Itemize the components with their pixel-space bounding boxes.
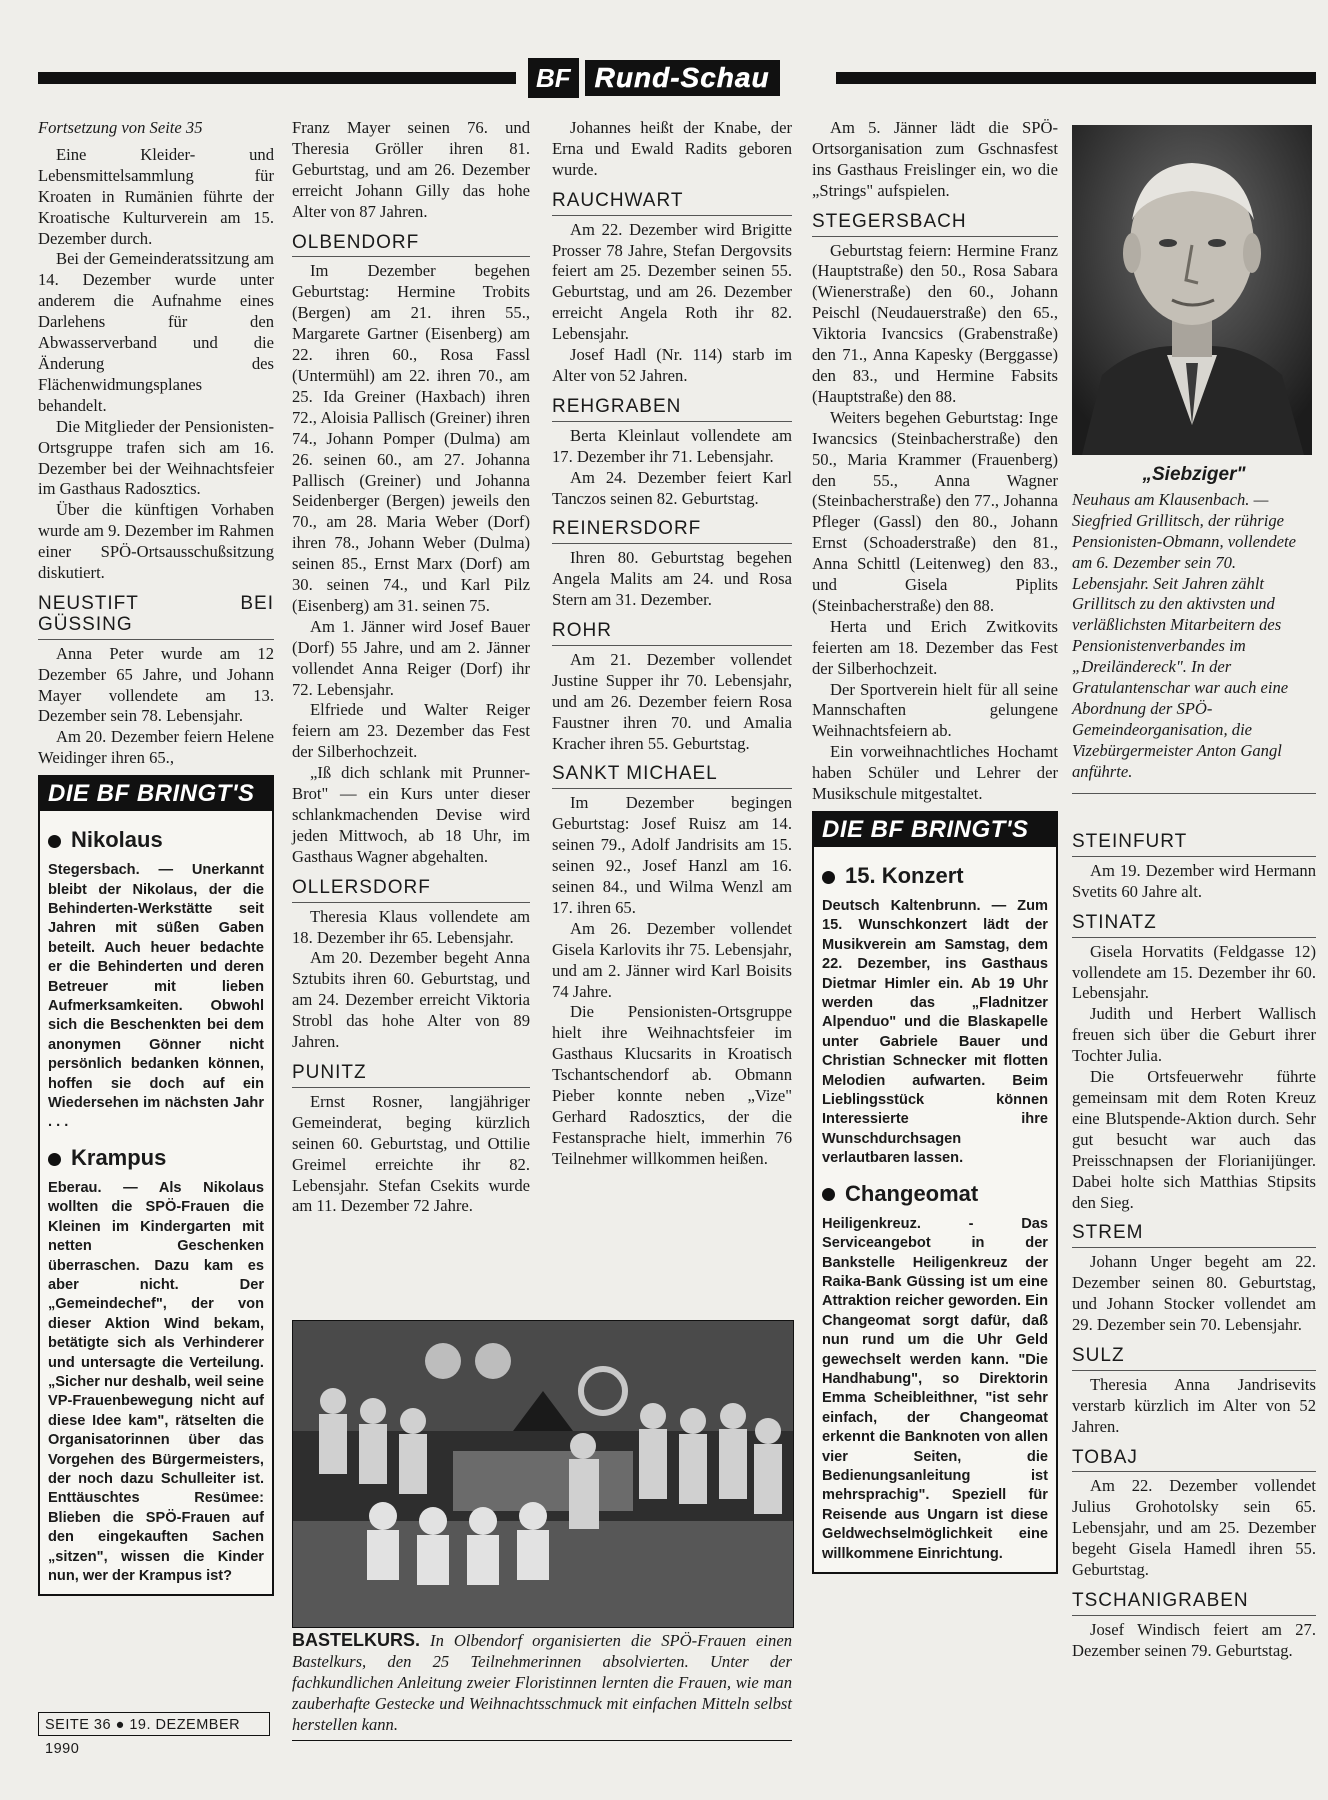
location-heading: OLLERSDORF (292, 878, 530, 903)
article-paragraph: Am 21. Dezember vollendet Justine Supper ihr 70. Lebensjahr, und am 26. Dezember feiern Rosa Faustner ihren 70. und Amalia Kracher ihren 55. Geburtstag. (552, 649, 792, 753)
caption-title: BASTELKURS. (292, 1630, 421, 1650)
header-rule-left (38, 72, 516, 84)
box-paragraph: Stegersbach. — Unerkannt bleibt der Nikolaus, der die Behinderten-Werkstätte seit Jahren mit süßen Gaben beteilt. Auch heuer bedachte er die Behinderten und deren Betreuer mit lieben Aufmerksamkeiten. Obwohl sich die Beschenkten bei dem anonymen Gönner nicht persönlich bedanken können, hoffen sie doch auf ein Wiedersehen im nächsten Jahr . . . (48, 862, 264, 1131)
article-paragraph: Franz Mayer seinen 76. und Theresia Gröller ihren 81. Geburtstag, und am 26. Dezember erreicht Johann Gilly das hohe Alter von 87 Jahren. (292, 118, 530, 221)
article-paragraph: Ein vorweihnachtliches Hochamt haben Schüler und Lehrer der Musikschule mitgestaltet. (812, 742, 1058, 804)
column-4 (812, 118, 1058, 1574)
article-paragraph: Anna Peter wurde am 12 Dezember 65 Jahre, und Johann Mayer vollendete am 13. Dezember sein 78. Lebensjahr. (38, 643, 274, 726)
article-paragraph: Johann Unger begeht am 22. Dezember seinen 80. Geburtstag, und Johann Stocker vollendet am 29. Dezember sein 70. Lebensjahr. (1072, 1252, 1316, 1335)
location-heading: PUNITZ (292, 1063, 530, 1088)
article-paragraph: Elfriede und Walter Reiger feiern am 23. Dezember das Fest der Silberhochzeit. (292, 700, 530, 762)
location-heading: TOBAJ (1072, 1448, 1316, 1473)
location-heading: STEINFURT (1072, 832, 1316, 857)
article-paragraph: Am 19. Dezember wird Hermann Svetits 60 Jahre alt. (1072, 860, 1316, 901)
article-paragraph: Am 20. Dezember begeht Anna Sztubits ihren 60. Geburtstag, und am 24. Dezember erreicht Viktoria Strobl das hohe Alter von 89 Jahren. (292, 948, 530, 1052)
article-paragraph: Der Sportverein hielt für all seine Mannschaften gelungene Weihnachtsfeiern ab. (812, 679, 1058, 741)
article-paragraph: Theresia Anna Jandrisevits verstarb kürzlich im Alter von 52 Jahren. (1072, 1374, 1316, 1436)
article-paragraph: Geburtstag feiern: Hermine Franz (Hauptstraße) den 50., Rosa Sabara (Wienerstraße) den 60., Johann Peischl (Neudauerstraße) den 65., Viktoria Ivancsics (Grabenstraße) den 71., Anna Kapesky (Berggasse) den 83., und Hermine Fabsits (Hauptstraße) den 88. (812, 240, 1058, 406)
bullet-icon (48, 1153, 61, 1166)
location-heading: ROHR (552, 621, 792, 646)
continuation-note: Fortsetzung von Seite 35 (38, 118, 203, 137)
article-paragraph: Die Mitglieder der Pensionisten-Ortsgruppe trafen sich am 16. Dezember bei der Weihnachtsfeier im Gasthaus Radosztics. (38, 416, 274, 499)
article-paragraph: Am 20. Dezember feiern Helene Weidinger ihren 65., (38, 727, 274, 768)
column-3 (552, 118, 792, 1170)
bullet-icon (822, 871, 835, 884)
box-paragraph: Heiligenkreuz. - Das Serviceangebot in der Bankstelle Heiligenkreuz der Raika-Bank Güssing ist um eine Attraktion reicher geworden. Ein Changeomat sorgt dafür, daß nun rund um die Uhr Geld gewechselt werden kann. "Die Handhabung", so Direktorin Emma Scheibleithner, "ist sehr einfach, der Changeomat erkennt die Banknoten von allen vier Seiten, die Bedienungsanleitung ist mehrsprachig". Speziell für Reisende aus Ungarn ist diese Geldwechselmöglichkeit eine willkommene Einrichtung. (822, 1215, 1048, 1562)
article-paragraph: Im Dezember begehen Geburtstag: Hermine Trobits (Bergen) am 21. ihren 55., Margarete Gartner (Eisenberg) am 22. ihren 60., Rosa Fassl (Untermühl) am 22. ihren 70., am 25. Ida Greiner (Haxbach) ihren 72., Aloisia Pallisch (Greiner) ihren 74., Johann Pomper (Dulma) am 26. seinen 60., am 27. Johanna Pallisch (Greiner) und Johanna Seidenberger (Bergen) jeweils den 70., am 28. Maria Weber (Dorf) ihren 78., Johann Weber (Dulma) seinen 85., Ernst Marx (Dorf) am 30. seinen 74., und Karl Pilz (Eisenberg) am 31. seinen 75. (292, 261, 530, 615)
location-heading: SULZ (1072, 1346, 1316, 1371)
article-paragraph: Josef Windisch feiert am 27. Dezember seinen 79. Geburtstag. (1072, 1619, 1316, 1660)
group-image (293, 1321, 793, 1627)
bf-bringts-box (812, 811, 1058, 1574)
bf-logo: BF (528, 58, 579, 98)
location-heading: TSCHANIGRABEN (1072, 1591, 1316, 1616)
portrait-photo (1072, 125, 1312, 455)
bullet-icon (822, 1188, 835, 1201)
location-heading: SANKT MICHAEL (552, 764, 792, 789)
article-paragraph: Bei der Gemeinderatssitzung am 14. Dezember wurde unter anderem die Aufnahme eines Darlehens für den Abwasserverband und die Änderung des Flächenwidmungsplanes behandelt. (38, 249, 274, 415)
article-paragraph: Über die künftigen Vorhaben wurde am 9. Dezember im Rahmen einer SPÖ-Ortsausschußsitzung diskutiert. (38, 500, 274, 583)
portrait-image (1072, 125, 1312, 455)
article-paragraph: Weiters begehen Geburtstag: Inge Iwancsics (Steinbacherstraße) den 50., Maria Krammer (Frauenberg) den 55., Anna Wagner (Steinbacherstraße) den 77., Johanna Pfleger (Gassl) den 80., Johann Ernst (Schoaderstraße) den 81., Anna Schittl (Leitenweg) den 83., und Gisela Piplits (Steinbacherstraße) den 88. (812, 407, 1058, 615)
box-paragraph: Eberau. — Als Nikolaus wollten die SPÖ-Frauen die Kleinen im Kindergarten mit netten Geschenken überraschen. Dazu kam es aber nicht. Der „Gemeindechef", der von dieser Aktion Wind bekam, betätigte sich als Verhinderer und untersagte die Verteilung. „Sicher nur deshalb, weil seine VP-Frauenbewegung nicht auf diese Idee kam", rätselten die Organisatorinnen über das Vorgehen des Bürgermeisters, der noch dazu Schulleiter ist. Enttäuschtes Resümee: Blieben die SPÖ-Frauen auf den eingekauften Sachen „sitzen", wissen die Kinder nun, wer der Krampus ist? (48, 1179, 264, 1584)
page-folio: SEITE 36 ● 19. DEZEMBER 1990 (38, 1712, 270, 1736)
group-photo-caption (292, 1630, 792, 1741)
article-paragraph: Josef Hadl (Nr. 114) starb im Alter von 52 Jahren. (552, 345, 792, 385)
article-paragraph: Die Ortsfeuerwehr führte gemeinsam mit dem Roten Kreuz eine Blutspende-Aktion durch. Sehr gut besucht war auch das Preisschnapsen der Florianijünger. Dabei holte sich Matthias Stipsits den Sieg. (1072, 1067, 1316, 1212)
column-2 (292, 118, 530, 1217)
caption-text: Neuhaus am Klausenbach. — Siegfried Grillitsch, der rührige Pensionisten-Obmann, vollendete am 6. Dezember sein 70. Lebensjahr. Seit Jahren zählt Grillitsch zu den aktivsten und verläßlichsten Mitarbeitern des Pensionistenverbandes im „Dreiländereck". In der Gratulantenschar war auch eine Abordnung der SPÖ-Gemeindeorganisation, die Vizebürgermeister Anton Gangl anführte. (1072, 489, 1296, 781)
box-headline: Nikolaus (48, 827, 264, 853)
box-paragraph: Deutsch Kaltenbrunn. — Zum 15. Wunschkonzert lädt der Musikverein am Samstag, dem 22. Dezember, ins Gasthaus Dietmar Himler ein. Ab 19 Uhr werden das „Fladnitzer Alpenduo" und die Blaskapelle unter Gabriele Bauer und Christian Schnecker mit flotten Melodien aufwarten. Beim Lieblingsstück können Interessierte ihre Wunschdurchsagen verlautbaren lassen. (822, 898, 1048, 1167)
article-paragraph: Am 26. Dezember vollendet Gisela Karlovits ihr 75. Lebensjahr, und am 2. Jänner wird Karl Boisits 74 Jahre. (552, 918, 792, 1001)
caption-text: In Olbendorf organisierten die SPÖ-Frauen einen Bastelkurs, den 25 Teilnehmerinnen absolvierten. Unter der fachkundlichen Anleitung zweier Floristinnen lernten die Frauen, wie man zauberhafte Gestecke und Weihnachtsschmuck mit einfachen Mitteln selbst herstellen kann. (292, 1631, 792, 1734)
portrait-caption (1072, 465, 1316, 804)
article-paragraph: „Iß dich schlank mit Prunner-Brot" — ein Kurs unter dieser schlankmachenden Devise wird jeden Mittwoch, ab 18 Uhr, im Gasthaus Wagner abgehalten. (292, 763, 530, 866)
article-paragraph: Am 22. Dezember wird Brigitte Prosser 78 Jahre, Stefan Dergovsits feiert am 25. Dezember seinen 55. Geburtstag, und am 26. Dezember erreicht Angela Roth ihr 82. Lebensjahr. (552, 219, 792, 344)
article-paragraph: Am 24. Dezember feiert Karl Tanczos seinen 82. Geburtstag. (552, 467, 792, 508)
column-1 (38, 118, 274, 1596)
article-paragraph: Berta Kleinlaut vollendete am 17. Dezember ihr 71. Lebensjahr. (552, 425, 792, 466)
article-paragraph: Am 5. Jänner lädt die SPÖ-Ortsorganisation zum Gschnasfest ins Gasthaus Freislinger ein, wo die „Strings" aufspielen. (812, 118, 1058, 200)
box-headline: 15. Konzert (822, 863, 1048, 889)
article-paragraph: Herta und Erich Zwitkovits feierten am 18. Dezember das Fest der Silberhochzeit. (812, 616, 1058, 678)
location-heading: STEGERSBACH (812, 212, 1058, 237)
location-heading: STREM (1072, 1223, 1316, 1248)
article-paragraph: Im Dezember begingen Geburtstag: Josef Ruisz am 14. seinen 79., Adolf Jandrisits am 15. seinen 92., Josef Hanzl am 16. seinen 84., und Wilma Wenzl am 17. ihren 65. (552, 793, 792, 917)
location-heading: STINATZ (1072, 913, 1316, 938)
column-5 (1072, 822, 1316, 1662)
location-heading: RAUCHWART (552, 191, 792, 216)
bullet-icon (48, 835, 61, 848)
caption-title: „Siebziger" (1142, 464, 1246, 485)
location-heading: OLBENDORF (292, 233, 530, 258)
location-heading: REINERSDORF (552, 519, 792, 544)
masthead (528, 56, 828, 100)
article-paragraph: Am 1. Jänner wird Josef Bauer (Dorf) 55 Jahre, und am 2. Jänner vollendet Anna Reiger (Dorf) ihr 72. Lebensjahr. (292, 616, 530, 699)
box-headline: Krampus (48, 1145, 264, 1171)
box-title: DIE BF BRINGT'S (40, 777, 272, 811)
article-paragraph: Die Pensionisten-Ortsgruppe hielt ihre Weihnachtsfeier im Gasthaus Klucsarits in Kroatisch Tschantschendorf ab. Obmann Pieber konnte neben „Vize" Gerhard Radosztics, der die Festansprache hielt, immerhin 76 Teilnehmer willkommen heißen. (552, 1002, 792, 1168)
location-heading: REHGRABEN (552, 397, 792, 422)
article-paragraph: Judith und Herbert Wallisch freuen sich über die Geburt ihrer Tochter Julia. (1072, 1004, 1316, 1066)
article-paragraph: Johannes heißt der Knabe, der Erna und Ewald Radits geboren wurde. (552, 118, 792, 179)
bf-bringts-box (38, 775, 274, 1596)
article-paragraph: Am 22. Dezember vollendet Julius Grohotolsky sein 65. Lebensjahr, und am 25. Dezember begeht Gisela Hamedl ihren 55. Geburtstag. (1072, 1476, 1316, 1580)
article-paragraph: Eine Kleider- und Lebensmittelsammlung für Kroaten in Rumänien führte der Kroatische Kulturverein am 15. Dezember durch. (38, 144, 274, 248)
article-paragraph: Ihren 80. Geburtstag begehen Angela Malits am 24. und Rosa Stern am 31. Dezember. (552, 548, 792, 610)
article-paragraph: Theresia Klaus vollendete am 18. Dezember ihr 65. Lebensjahr. (292, 906, 530, 947)
box-title: DIE BF BRINGT'S (814, 813, 1056, 847)
group-photo (292, 1320, 794, 1628)
header-rule-right (836, 72, 1316, 84)
box-headline: Changeomat (822, 1181, 1048, 1207)
article-paragraph: Gisela Horvatits (Feldgasse 12) vollendete am 15. Dezember ihr 60. Lebensjahr. (1072, 941, 1316, 1003)
location-heading: NEUSTIFT BEI GÜSSING (38, 594, 274, 640)
section-title: Rund-Schau (585, 60, 780, 96)
article-paragraph: Ernst Rosner, langjähriger Gemeinderat, beging kürzlich seinen 60. Geburtstag, und Ottilie Greimel erreichte ihr 82. Lebensjahr. Stefan Csekits wurde am 11. Dezember 72 Jahre. (292, 1091, 530, 1216)
